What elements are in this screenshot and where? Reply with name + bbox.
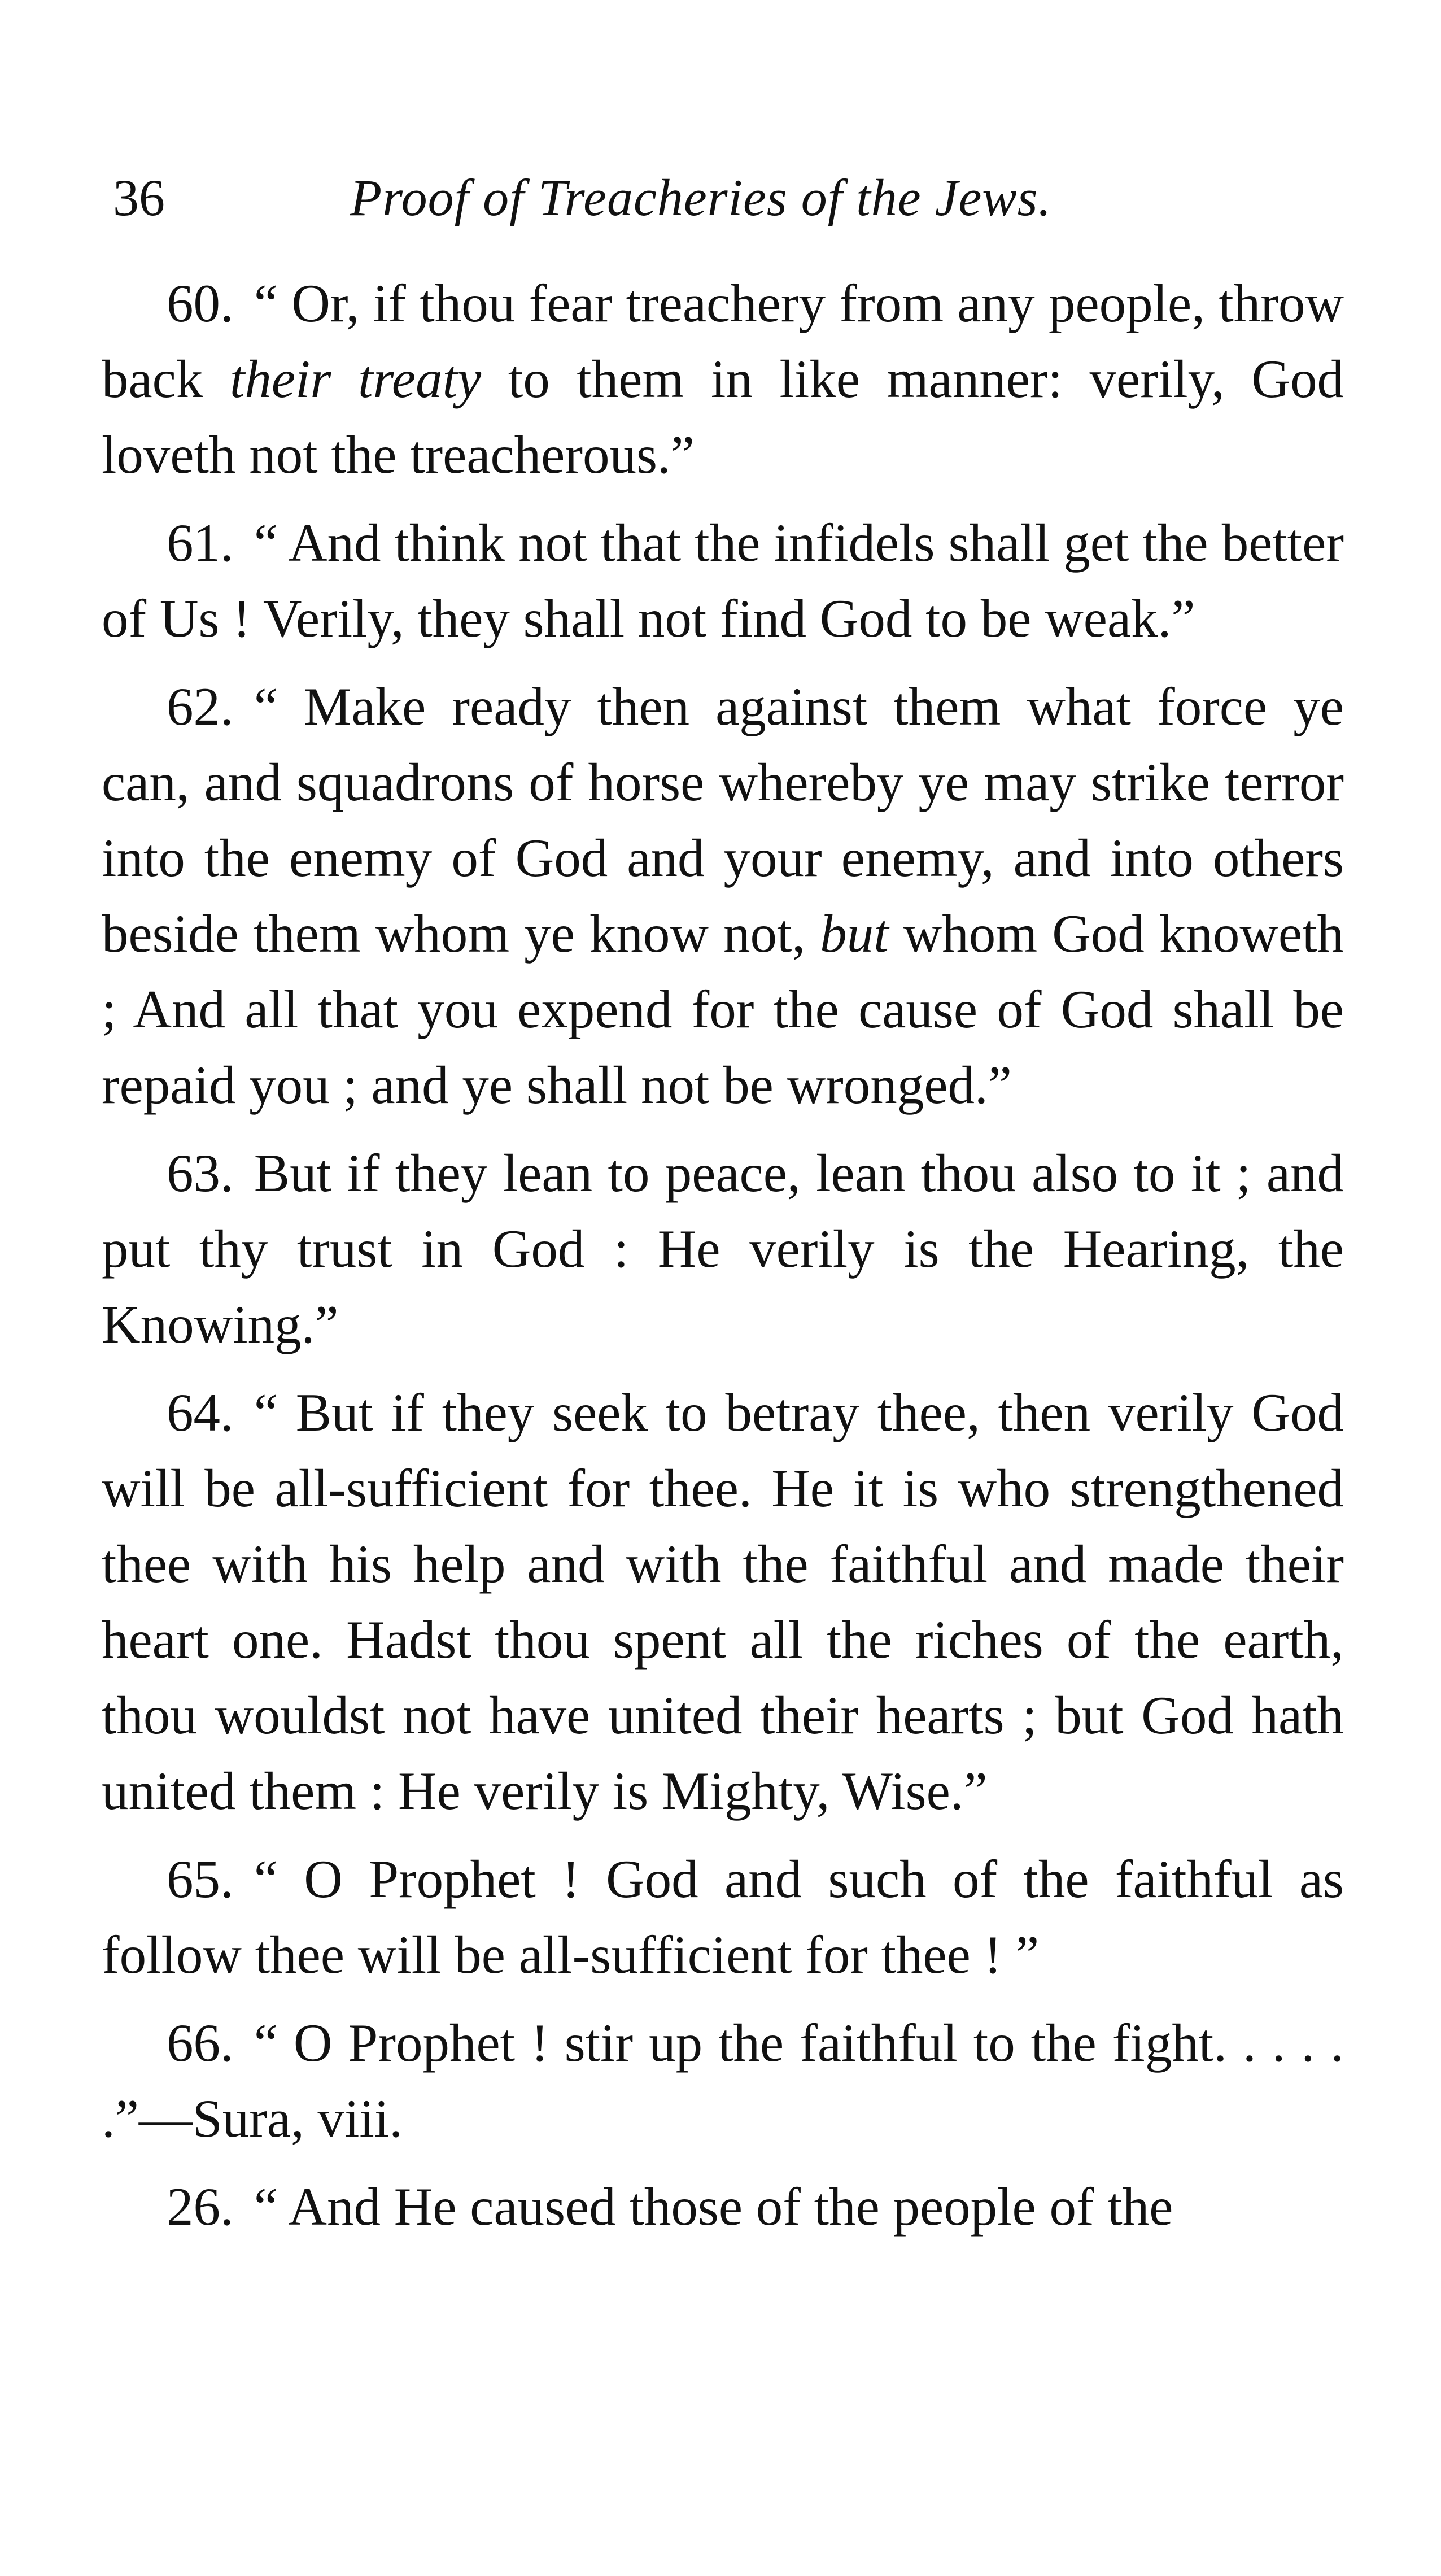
body-text [102, 265, 1344, 2244]
verse-number: 62. [167, 677, 234, 736]
verse-number: 64. [167, 1383, 234, 1442]
verse-paragraph [102, 1135, 1344, 1362]
verse-paragraph [102, 2005, 1344, 2156]
verse-text: But if they lean to peace, lean thou also to it ; and put thy trust in God : He verily is the Hearing, the Knowing.” [102, 1143, 1344, 1354]
verse-text: “ Make ready then against them what force ye can, and squadrons of horse whereby ye may strike terror into the enemy of God and your enemy, and into others beside them whom ye know not, but whom God knoweth ; And all that you expend for the cause of God shall be repaid you ; and ye shall not be wronged.” [102, 677, 1344, 1115]
verse-text: “ And He caused those of the people of the [254, 2177, 1173, 2237]
verse-number: 61. [167, 513, 234, 573]
verse-text: “ Or, if thou fear treachery from any people, throw back their treaty to them in like manner: verily, God loveth not the treacherous.” [102, 273, 1344, 485]
page-header [113, 164, 1344, 232]
verse-text: “ O Prophet ! God and such of the faithful as follow thee will be all-sufficient for thee ! ” [102, 1849, 1344, 1985]
verse-paragraph [102, 1375, 1344, 1829]
verse-paragraph [102, 1841, 1344, 1993]
verse-paragraph [102, 669, 1344, 1123]
verse-text: “ O Prophet ! stir up the faithful to the fight. . . . . .”—Sura, viii. [102, 2013, 1344, 2148]
verse-text: “ And think not that the infidels shall get the better of Us ! Verily, they shall not find God to be weak.” [102, 513, 1344, 648]
verse-number: 26. [167, 2177, 234, 2237]
page-number: 36 [113, 169, 165, 226]
verse-text: “ But if they seek to betray thee, then verily God will be all-sufficient for thee. He it is who strengthened thee with his help and with the faithful and made their heart one. Hadst thou spent all the riches of the earth, thou wouldst not have united their hearts ; but God hath united them : He verily is Mighty, Wise.” [102, 1383, 1344, 1821]
running-title: Proof of Treacheries of the Jews. [350, 169, 1052, 226]
verse-paragraph [102, 265, 1344, 492]
verse-number: 63. [167, 1143, 234, 1203]
verse-number: 66. [167, 2013, 234, 2073]
verse-paragraph [102, 505, 1344, 656]
verse-number: 65. [167, 1849, 234, 1909]
verse-number: 60. [167, 273, 234, 333]
verse-paragraph [102, 2169, 1344, 2244]
